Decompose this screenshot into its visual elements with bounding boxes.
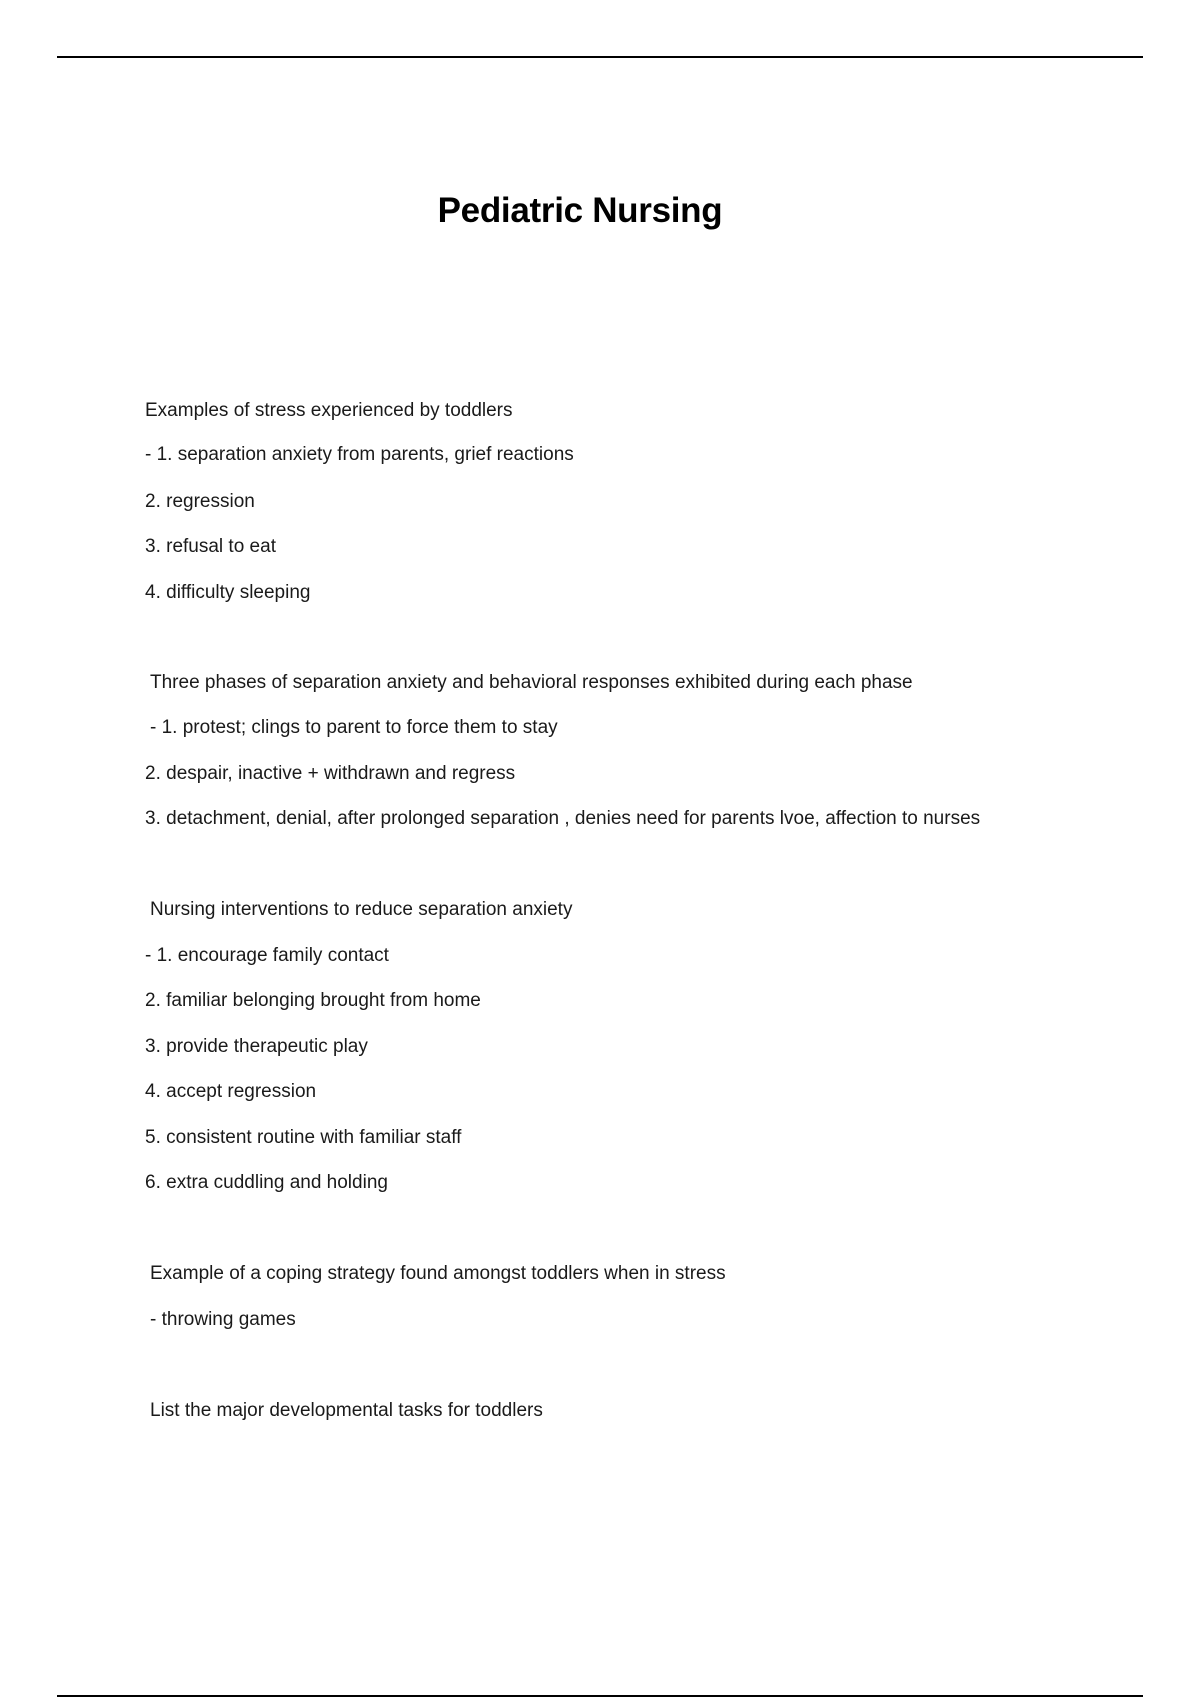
section-heading-stress-examples: Examples of stress experienced by toddlers: [145, 400, 513, 421]
list-item: - 1. protest; clings to parent to force them to stay: [150, 717, 558, 738]
list-item: 3. provide therapeutic play: [145, 1036, 368, 1057]
list-item: 3. refusal to eat: [145, 536, 276, 557]
list-item: 2. despair, inactive + withdrawn and regress: [145, 763, 516, 784]
list-item: 2. familiar belonging brought from home: [145, 990, 481, 1011]
footer-rule: [57, 1695, 1143, 1697]
section-heading-coping-strategy: Example of a coping strategy found amongst toddlers when in stress: [150, 1263, 726, 1284]
list-item: - throwing games: [150, 1309, 296, 1330]
list-item: 6. extra cuddling and holding: [145, 1172, 388, 1193]
list-item: 4. accept regression: [145, 1081, 317, 1102]
list-item: 3. detachment, denial, after prolonged separation , denies need for parents lvoe, affection to nurses: [145, 808, 981, 829]
list-item: 4. difficulty sleeping: [145, 582, 311, 603]
section-heading-nursing-interventions: Nursing interventions to reduce separation anxiety: [150, 899, 573, 920]
document-title: Pediatric Nursing: [437, 191, 723, 230]
list-item: - 1. separation anxiety from parents, grief reactions: [145, 444, 574, 465]
section-heading-developmental-tasks: List the major developmental tasks for toddlers: [150, 1400, 543, 1421]
header-rule: [57, 56, 1143, 58]
section-heading-separation-phases: Three phases of separation anxiety and behavioral responses exhibited during each phase: [150, 672, 913, 693]
list-item: - 1. encourage family contact: [145, 945, 389, 966]
list-item: 5. consistent routine with familiar staff: [145, 1127, 462, 1148]
list-item: 2. regression: [145, 491, 255, 512]
